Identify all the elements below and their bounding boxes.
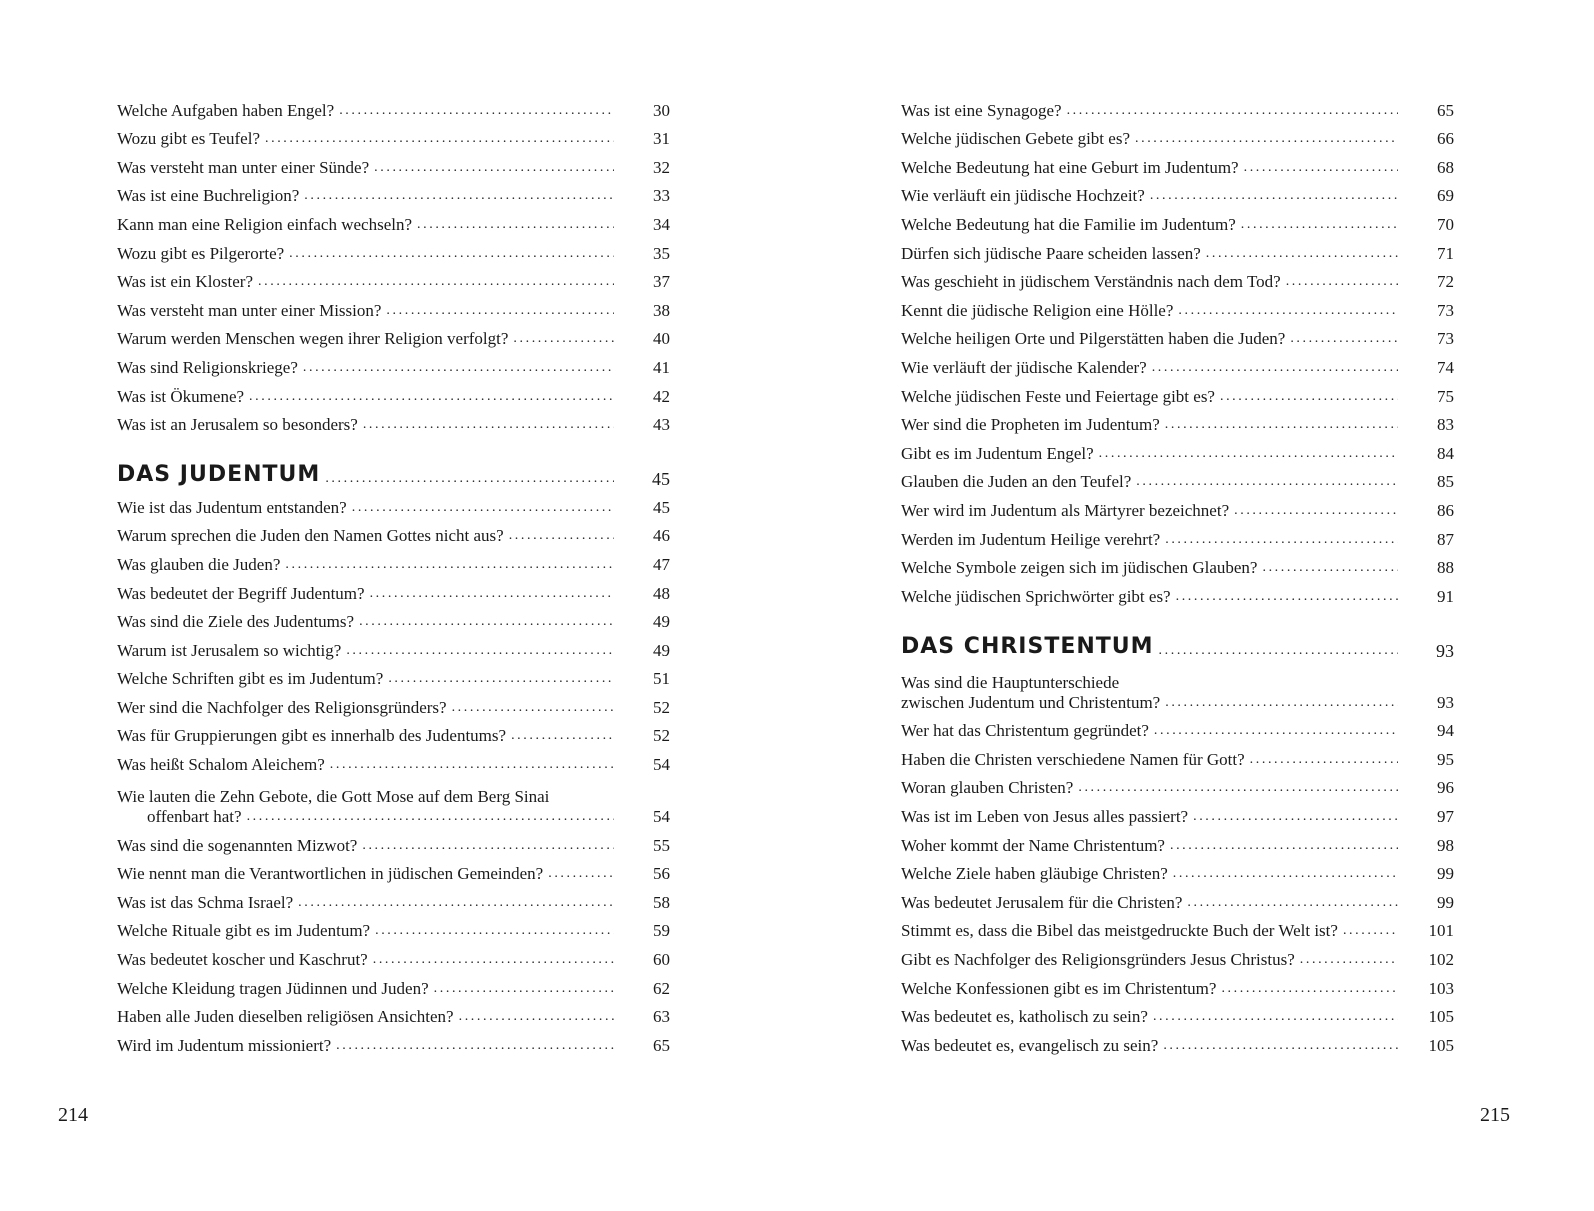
toc-entry[interactable] <box>117 856 670 885</box>
toc-entry[interactable] <box>901 713 1454 742</box>
leader-dots <box>1241 215 1398 235</box>
toc-section-judentum[interactable] <box>117 455 670 489</box>
entry-title: Wie ist das Judentum entstanden? <box>117 497 347 517</box>
toc-entry[interactable] <box>117 775 670 827</box>
entry-title: Glauben die Juden an den Teufel? <box>901 472 1132 492</box>
leader-dots <box>1154 721 1398 741</box>
leader-dots <box>1220 387 1398 407</box>
entry-title: Welche jüdischen Feste und Feiertage gibt es? <box>901 386 1215 406</box>
toc-entry[interactable] <box>901 550 1454 579</box>
leader-dots <box>1153 1007 1398 1027</box>
toc-entry[interactable] <box>901 92 1454 121</box>
toc-entry[interactable] <box>117 546 670 575</box>
toc-entry[interactable] <box>901 970 1454 999</box>
leader-dots <box>1176 587 1398 607</box>
entry-title: Was ist ein Kloster? <box>117 272 254 292</box>
toc-entry[interactable] <box>117 378 670 407</box>
entry-page-number: 65 <box>653 1035 670 1055</box>
entry-title: Warum ist Jerusalem so wichtig? <box>117 640 342 660</box>
entry-page-number: 73 <box>1437 329 1454 349</box>
entry-page-number: 59 <box>653 921 670 941</box>
entry-title-line1: Wie lauten die Zehn Gebote, die Gott Mose auf dem Berg Sinai <box>117 787 550 807</box>
leader-dots <box>1159 641 1398 661</box>
leader-dots <box>1234 501 1398 521</box>
entry-page-number: 70 <box>1437 214 1454 234</box>
entry-title: Was bedeutet der Begriff Judentum? <box>117 583 365 603</box>
entry-title: Haben alle Juden dieselben religiösen Ansichten? <box>117 1007 454 1027</box>
entry-title: Was versteht man unter einer Mission? <box>117 300 382 320</box>
entry-page-number: 32 <box>653 157 670 177</box>
leader-dots <box>1300 950 1398 970</box>
leader-dots <box>352 498 614 518</box>
toc-entry[interactable] <box>901 121 1454 150</box>
leader-dots <box>1178 301 1398 321</box>
leader-dots <box>1286 272 1398 292</box>
leader-dots <box>285 555 614 575</box>
entry-title: Welche Ziele haben gläubige Christen? <box>901 864 1168 884</box>
entry-title: Was bedeutet koscher und Kaschrut? <box>117 950 368 970</box>
entry-title: Welche Rituale gibt es im Judentum? <box>117 921 371 941</box>
leader-dots <box>1165 693 1398 713</box>
entry-title: Wird im Judentum missioniert? <box>117 1035 332 1055</box>
leader-dots <box>1163 1036 1398 1056</box>
entry-page-number: 49 <box>653 640 670 660</box>
toc-entry[interactable] <box>901 292 1454 321</box>
toc-entry[interactable] <box>117 292 670 321</box>
entry-title: Kennt die jüdische Religion eine Hölle? <box>901 300 1174 320</box>
toc-entry[interactable] <box>117 264 670 293</box>
toc-entry[interactable] <box>117 746 670 775</box>
toc-entry[interactable] <box>901 349 1454 378</box>
entry-page-number: 96 <box>1437 778 1454 798</box>
entry-page-number: 99 <box>1437 864 1454 884</box>
leader-dots <box>1170 836 1398 856</box>
entry-page-number: 52 <box>653 697 670 717</box>
leader-dots <box>509 526 614 546</box>
entry-page-number: 98 <box>1437 835 1454 855</box>
entry-title: Was ist das Schma Israel? <box>117 892 294 912</box>
leader-dots <box>359 612 614 632</box>
entry-page-number: 49 <box>653 612 670 632</box>
toc-entry[interactable] <box>901 741 1454 770</box>
entry-page-number: 33 <box>653 186 670 206</box>
entry-page-number: 37 <box>653 272 670 292</box>
entry-page-number: 69 <box>1437 186 1454 206</box>
entry-page-number: 31 <box>653 129 670 149</box>
entry-page-number: 35 <box>653 243 670 263</box>
entry-page-number: 56 <box>653 864 670 884</box>
entry-page-number: 99 <box>1437 892 1454 912</box>
entry-page-number: 94 <box>1437 721 1454 741</box>
leader-dots <box>1206 244 1398 264</box>
entry-page-number: 47 <box>653 554 670 574</box>
leader-dots <box>374 158 614 178</box>
entry-title: Was bedeutet es, katholisch zu sein? <box>901 1007 1148 1027</box>
entry-title: Was sind Religionskriege? <box>117 357 298 377</box>
entry-title: Welche Bedeutung hat die Familie im Judentum? <box>901 214 1236 234</box>
toc-list-general <box>117 92 670 435</box>
entry-page-number: 30 <box>653 100 670 120</box>
entry-page-number: 45 <box>653 497 670 517</box>
leader-dots <box>363 415 614 435</box>
toc-entry[interactable] <box>901 149 1454 178</box>
entry-title: Woran glauben Christen? <box>901 778 1074 798</box>
toc-entry[interactable] <box>117 999 670 1028</box>
entry-title: Wer hat das Christentum gegründet? <box>901 721 1149 741</box>
entry-page-number: 85 <box>1437 472 1454 492</box>
entry-page-number: 54 <box>653 755 670 775</box>
toc-entry[interactable] <box>117 913 670 942</box>
entry-title: Wer wird im Judentum als Märtyrer bezeichnet? <box>901 500 1230 520</box>
entry-page-number: 58 <box>653 892 670 912</box>
entry-title: Wozu gibt es Teufel? <box>117 129 260 149</box>
entry-page-number: 75 <box>1437 386 1454 406</box>
toc-entry[interactable] <box>117 321 670 350</box>
leader-dots <box>1165 415 1398 435</box>
toc-entry[interactable] <box>901 407 1454 436</box>
leader-dots <box>459 1007 614 1027</box>
toc-entry[interactable] <box>901 264 1454 293</box>
toc-section-christentum[interactable] <box>901 627 1454 661</box>
toc-entry[interactable] <box>901 856 1454 885</box>
leader-dots <box>1173 864 1398 884</box>
toc-entry[interactable] <box>117 689 670 718</box>
toc-entry[interactable] <box>117 92 670 121</box>
leader-dots <box>330 755 614 775</box>
entry-page-number: 71 <box>1437 243 1454 263</box>
leader-dots <box>304 186 614 206</box>
entry-page-number: 62 <box>653 978 670 998</box>
toc-entry[interactable] <box>901 827 1454 856</box>
entry-page-number: 93 <box>1437 692 1454 712</box>
entry-page-number: 43 <box>653 415 670 435</box>
leader-dots <box>1193 807 1398 827</box>
leader-dots <box>1135 129 1398 149</box>
toc-entry[interactable] <box>117 178 670 207</box>
leader-dots <box>265 129 614 149</box>
toc-entry[interactable] <box>117 604 670 633</box>
entry-page-number: 51 <box>653 669 670 689</box>
toc-entry[interactable] <box>901 492 1454 521</box>
toc-entry[interactable] <box>117 941 670 970</box>
entry-page-number: 74 <box>1437 357 1454 377</box>
toc-entry[interactable] <box>901 798 1454 827</box>
entry-title: Wer sind die Nachfolger des Religionsgründers? <box>117 697 447 717</box>
entry-title: Gibt es Nachfolger des Religionsgründers Jesus Christus? <box>901 950 1295 970</box>
leader-dots <box>548 864 614 884</box>
entry-page-number: 87 <box>1437 529 1454 549</box>
entry-title: Was ist eine Synagoge? <box>901 100 1062 120</box>
leader-dots <box>452 698 614 718</box>
leader-dots <box>1165 530 1398 550</box>
entry-page-number: 34 <box>653 214 670 234</box>
toc-entry[interactable] <box>901 378 1454 407</box>
section-page-number: 45 <box>652 469 670 490</box>
leader-dots <box>339 101 614 121</box>
leader-dots <box>1221 979 1398 999</box>
entry-page-number: 68 <box>1437 157 1454 177</box>
leader-dots <box>298 893 614 913</box>
toc-entry[interactable] <box>901 884 1454 913</box>
entry-title: Stimmt es, dass die Bibel das meistgedruckte Buch der Welt ist? <box>901 921 1338 941</box>
toc-entry[interactable] <box>901 941 1454 970</box>
entry-page-number: 102 <box>1428 950 1454 970</box>
entry-title-line2: offenbart hat? <box>147 807 242 827</box>
entry-title-line2: zwischen Judentum und Christentum? <box>901 692 1161 712</box>
toc-entry[interactable] <box>117 718 670 747</box>
entry-page-number: 95 <box>1437 749 1454 769</box>
entry-title: Was sind die sogenannten Mizwot? <box>117 835 358 855</box>
entry-page-number: 42 <box>653 386 670 406</box>
leader-dots <box>249 387 614 407</box>
toc-list-judentum-right <box>901 92 1454 607</box>
entry-title: Was ist Ökumene? <box>117 386 245 406</box>
entry-page-number: 103 <box>1428 978 1454 998</box>
leader-dots <box>1250 750 1398 770</box>
toc-entry[interactable] <box>117 407 670 436</box>
leader-dots <box>513 329 614 349</box>
toc-entry[interactable] <box>117 884 670 913</box>
leader-dots <box>336 1036 614 1056</box>
leader-dots <box>1152 358 1398 378</box>
toc-entry[interactable] <box>901 235 1454 264</box>
toc-entry[interactable] <box>901 770 1454 799</box>
entry-title: Was ist an Jerusalem so besonders? <box>117 415 358 435</box>
entry-page-number: 105 <box>1428 1035 1454 1055</box>
toc-entry[interactable] <box>901 1027 1454 1056</box>
toc-entry[interactable] <box>901 578 1454 607</box>
toc-entry[interactable] <box>901 999 1454 1028</box>
entry-title: Was bedeutet es, evangelisch zu sein? <box>901 1035 1159 1055</box>
toc-entry[interactable] <box>117 661 670 690</box>
entry-title: Wer sind die Propheten im Judentum? <box>901 415 1160 435</box>
leader-dots <box>417 215 614 235</box>
entry-page-number: 97 <box>1437 807 1454 827</box>
leader-dots <box>1150 186 1398 206</box>
entry-title: Was ist im Leben von Jesus alles passiert? <box>901 807 1189 827</box>
entry-title: Dürfen sich jüdische Paare scheiden lassen? <box>901 243 1201 263</box>
entry-title: Welche jüdischen Gebete gibt es? <box>901 129 1130 149</box>
page-number-left: 214 <box>58 1104 88 1126</box>
entry-page-number: 55 <box>653 835 670 855</box>
entry-page-number: 66 <box>1437 129 1454 149</box>
entry-page-number: 73 <box>1437 300 1454 320</box>
entry-page-number: 41 <box>653 357 670 377</box>
entry-title: Welche Bedeutung hat eine Geburt im Judentum? <box>901 157 1239 177</box>
leader-dots <box>1290 329 1398 349</box>
leader-dots <box>1343 921 1398 941</box>
entry-page-number: 84 <box>1437 443 1454 463</box>
leader-dots <box>258 272 614 292</box>
entry-title: Wozu gibt es Pilgerorte? <box>117 243 285 263</box>
leader-dots <box>1078 778 1398 798</box>
leader-dots <box>511 726 614 746</box>
toc-entry[interactable] <box>117 518 670 547</box>
entry-title: Was heißt Schalom Aleichem? <box>117 755 325 775</box>
leader-dots <box>1136 472 1398 492</box>
entry-title: Welche heiligen Orte und Pilgerstätten haben die Juden? <box>901 329 1286 349</box>
entry-title: Warum werden Menschen wegen ihrer Religion verfolgt? <box>117 329 509 349</box>
entry-page-number: 86 <box>1437 500 1454 520</box>
toc-list-judentum <box>117 489 670 775</box>
leader-dots <box>1067 101 1398 121</box>
toc-entry[interactable] <box>901 521 1454 550</box>
toc-entry[interactable] <box>117 632 670 661</box>
entry-title: Warum sprechen die Juden den Namen Gottes nicht aus? <box>117 526 504 546</box>
leader-dots <box>370 584 614 604</box>
entry-title: Wie verläuft der jüdische Kalender? <box>901 357 1147 377</box>
entry-title: Welche Konfessionen gibt es im Christentum? <box>901 978 1217 998</box>
entry-page-number: 88 <box>1437 558 1454 578</box>
entry-title: Was geschieht in jüdischem Verständnis nach dem Tod? <box>901 272 1281 292</box>
toc-entry[interactable] <box>901 464 1454 493</box>
leader-dots <box>386 301 614 321</box>
toc-entry[interactable] <box>901 435 1454 464</box>
section-title: DAS JUDENTUM <box>117 462 321 488</box>
toc-entry[interactable] <box>117 149 670 178</box>
entry-title: Werden im Judentum Heilige verehrt? <box>901 529 1161 549</box>
entry-page-number: 63 <box>653 1007 670 1027</box>
section-page-number: 93 <box>1436 640 1454 661</box>
entry-page-number: 54 <box>653 807 670 827</box>
leader-dots <box>1187 893 1398 913</box>
entry-title-line1: Was sind die Hauptunterschiede <box>901 672 1120 692</box>
entry-title: Haben die Christen verschiedene Namen für Gott? <box>901 749 1245 769</box>
leader-dots <box>388 669 614 689</box>
toc-entry[interactable] <box>117 575 670 604</box>
toc-entry[interactable] <box>901 178 1454 207</box>
toc-right-column <box>901 92 1454 1056</box>
entry-title: Welche Kleidung tragen Jüdinnen und Juden? <box>117 978 429 998</box>
toc-entry[interactable] <box>901 321 1454 350</box>
page-number-right: 215 <box>1480 1104 1510 1126</box>
leader-dots <box>247 807 614 827</box>
entry-page-number: 40 <box>653 329 670 349</box>
toc-entry[interactable] <box>117 827 670 856</box>
entry-page-number: 101 <box>1428 921 1454 941</box>
toc-entry[interactable] <box>117 349 670 378</box>
leader-dots <box>289 244 614 264</box>
toc-entry[interactable] <box>117 206 670 235</box>
leader-dots <box>303 358 614 378</box>
leader-dots <box>325 469 614 489</box>
entry-title: Gibt es im Judentum Engel? <box>901 443 1094 463</box>
entry-title: Welche jüdischen Sprichwörter gibt es? <box>901 586 1171 606</box>
leader-dots <box>346 641 614 661</box>
entry-title: Welche Aufgaben haben Engel? <box>117 100 335 120</box>
entry-title: Wie verläuft ein jüdische Hochzeit? <box>901 186 1145 206</box>
entry-title: Was versteht man unter einer Sünde? <box>117 157 370 177</box>
toc-entry[interactable] <box>901 206 1454 235</box>
entry-title: Woher kommt der Name Christentum? <box>901 835 1165 855</box>
leader-dots <box>1099 444 1398 464</box>
leader-dots <box>1262 558 1398 578</box>
entry-title: Was für Gruppierungen gibt es innerhalb des Judentums? <box>117 726 507 746</box>
leader-dots <box>362 836 614 856</box>
entry-title: Was glauben die Juden? <box>117 554 281 574</box>
toc-left-column <box>117 92 670 1056</box>
entry-page-number: 46 <box>653 526 670 546</box>
entry-title: Welche Schriften gibt es im Judentum? <box>117 669 384 689</box>
leader-dots <box>434 979 614 999</box>
entry-page-number: 60 <box>653 950 670 970</box>
entry-title: Welche Symbole zeigen sich im jüdischen Glauben? <box>901 558 1258 578</box>
section-title: DAS CHRISTENTUM <box>901 633 1154 659</box>
toc-entry[interactable] <box>901 913 1454 942</box>
entry-title: Kann man eine Religion einfach wechseln? <box>117 214 413 234</box>
entry-title: Was bedeutet Jerusalem für die Christen? <box>901 892 1183 912</box>
toc-entry[interactable] <box>117 970 670 999</box>
leader-dots <box>373 950 614 970</box>
toc-entry[interactable] <box>117 121 670 150</box>
entry-page-number: 38 <box>653 300 670 320</box>
entry-page-number: 91 <box>1437 586 1454 606</box>
entry-page-number: 52 <box>653 726 670 746</box>
leader-dots <box>375 921 614 941</box>
toc-entry[interactable] <box>901 661 1454 713</box>
toc-entry[interactable] <box>117 235 670 264</box>
entry-page-number: 83 <box>1437 415 1454 435</box>
entry-page-number: 105 <box>1428 1007 1454 1027</box>
toc-list-christentum <box>901 713 1454 1056</box>
entry-page-number: 72 <box>1437 272 1454 292</box>
toc-list-judentum-cont <box>117 827 670 1056</box>
toc-entry[interactable] <box>117 489 670 518</box>
entry-page-number: 48 <box>653 583 670 603</box>
entry-title: Wie nennt man die Verantwortlichen in jüdischen Gemeinden? <box>117 864 544 884</box>
entry-title: Was ist eine Buchreligion? <box>117 186 300 206</box>
entry-title: Was sind die Ziele des Judentums? <box>117 612 355 632</box>
toc-entry[interactable] <box>117 1027 670 1056</box>
entry-page-number: 65 <box>1437 100 1454 120</box>
leader-dots <box>1244 158 1398 178</box>
